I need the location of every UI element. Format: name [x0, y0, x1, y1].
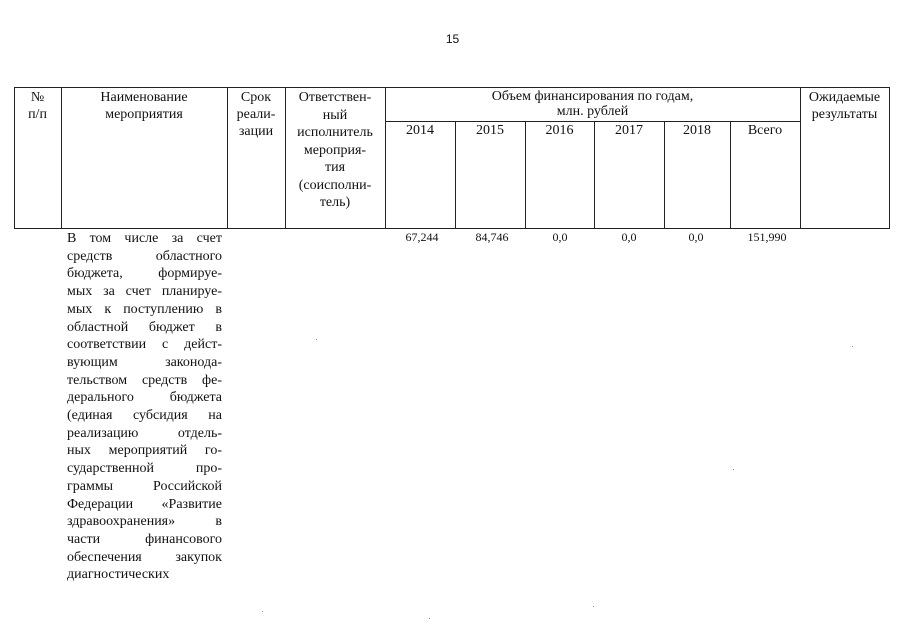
header-term-line: Срок [240, 90, 272, 105]
description-line: сударственной про- [67, 461, 222, 477]
header-executor-line: тия [324, 160, 346, 175]
header-results [800, 89, 889, 123]
description-line: реализацию отдель- [67, 425, 222, 441]
header-funding-line: Объем финансирования по годам, [491, 89, 694, 104]
description-line: (единая субсидия на [67, 408, 222, 424]
header-executor-line: мероприя- [303, 142, 367, 158]
header-name [61, 89, 227, 123]
row-description [67, 230, 222, 584]
header-executor-line: ный [322, 107, 348, 123]
description-line: областной бюджет в [67, 319, 222, 335]
description-line: здравоохранения» в [67, 514, 222, 530]
header-executor-line: Ответствен- [298, 90, 372, 105]
scan-speck [733, 469, 734, 470]
value-2016: 0,0 [552, 230, 568, 244]
header-name-line: Наименование [100, 90, 188, 105]
description-line: В том числе за счет [67, 231, 222, 246]
value-2015: 84,746 [475, 230, 509, 244]
scan-speck [593, 606, 594, 607]
header-results-line: Ожидаемые [808, 90, 881, 105]
description-line: средств областного [67, 248, 222, 264]
table-top-border [14, 87, 890, 88]
description-line: части финансового [67, 531, 222, 547]
description-line: дерального бюджета [67, 390, 222, 406]
year-header-2017: 2017 [615, 123, 643, 138]
description-line: диагностических [67, 567, 170, 583]
description-line: граммы Российской [67, 478, 222, 494]
header-term-line: зации [238, 124, 274, 139]
description-line: Федерации «Развитие [67, 496, 222, 512]
scan-speck [262, 611, 263, 612]
value-2014: 67,244 [405, 230, 439, 244]
description-line: мых за счет планируе- [67, 284, 222, 300]
header-executor-line: тель) [319, 195, 351, 210]
description-line: соответствии с дейст- [67, 337, 222, 353]
header-name-line: мероприятия [105, 107, 183, 122]
value-total: 151,990 [747, 230, 787, 244]
header-term [227, 89, 285, 140]
header-executor-line: (соисполни- [298, 177, 372, 193]
description-line: бюджета, формируе- [67, 266, 222, 282]
col-line-6 [889, 87, 890, 229]
value-2017: 0,0 [621, 230, 637, 244]
header-num-line: п/п [28, 107, 47, 122]
year-header-2015: 2015 [476, 123, 504, 138]
page-number: 15 [445, 32, 460, 46]
header-funding [385, 89, 800, 119]
value-2018: 0,0 [688, 230, 704, 244]
header-term-line: реали- [236, 107, 276, 122]
description-line: мых к поступлению в [67, 301, 222, 317]
scan-speck [429, 618, 430, 619]
header-funding-line: млн. рублей [556, 104, 629, 119]
description-line: тельством средств фе- [67, 372, 222, 388]
header-num [14, 89, 61, 123]
scan-speck [852, 346, 853, 347]
table-header-bottom-border [14, 228, 890, 229]
description-line: вующим законода- [67, 354, 222, 370]
header-executor [285, 89, 385, 212]
years-row-border [385, 121, 800, 122]
year-header-2014: 2014 [406, 123, 434, 138]
year-header-total: Всего [747, 123, 783, 138]
year-header-2016: 2016 [545, 123, 574, 138]
description-line: ных мероприятий го- [67, 443, 222, 459]
description-line: обеспечения закупок [67, 549, 222, 565]
scan-speck [316, 339, 317, 340]
header-num-line: № [30, 90, 45, 105]
year-header-2018: 2018 [683, 123, 711, 138]
header-results-line: результаты [811, 107, 878, 122]
header-executor-line: исполнитель [297, 125, 373, 140]
